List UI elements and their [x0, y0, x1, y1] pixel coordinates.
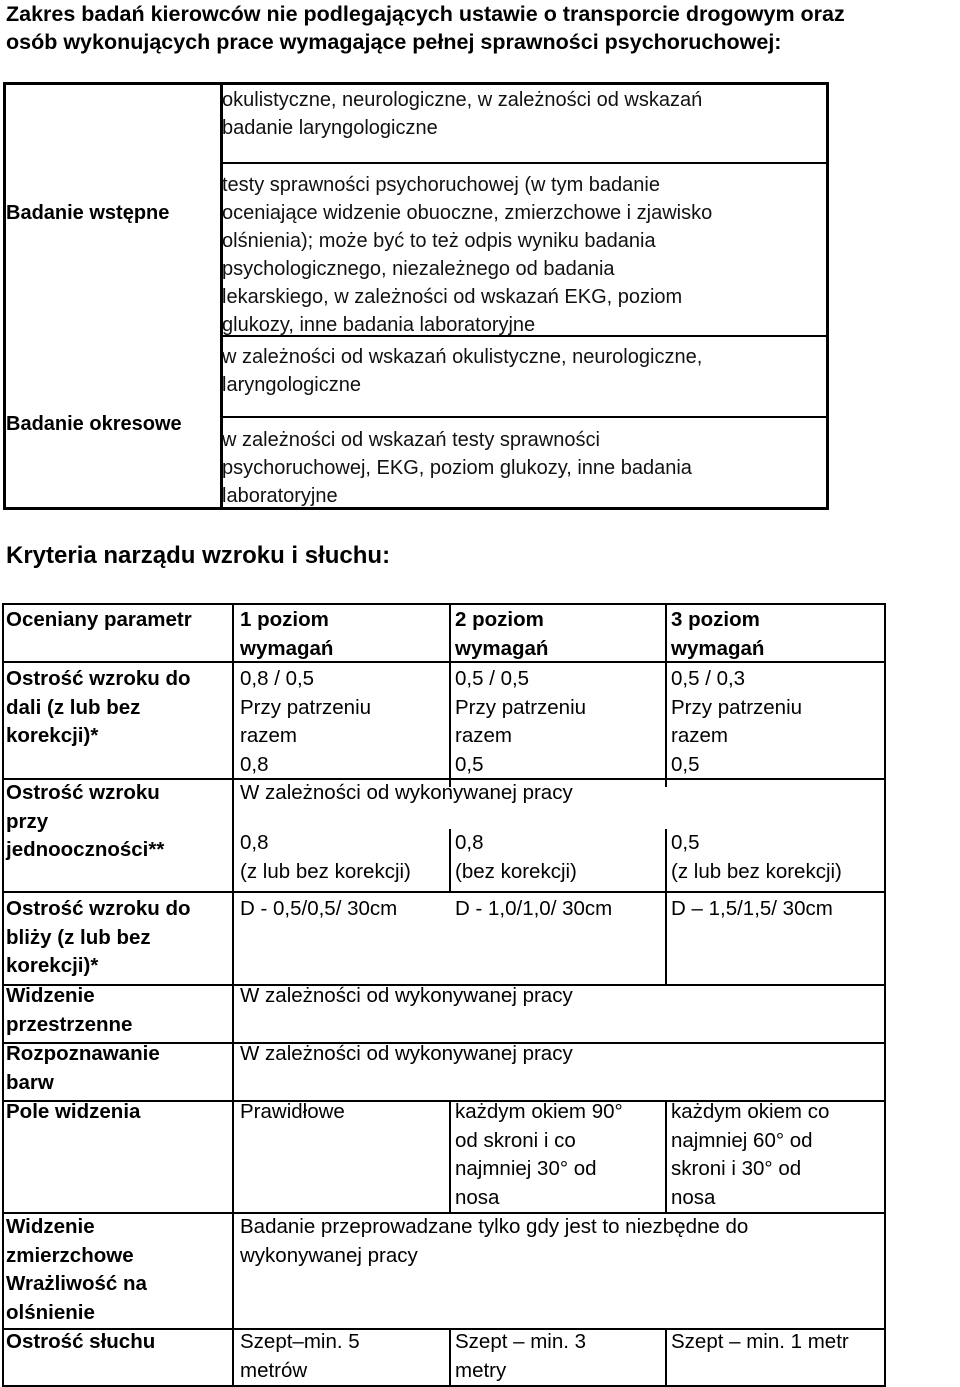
cell-text: wykonywanej pracy: [240, 1243, 418, 1267]
cell-text: korekcji)*: [6, 954, 99, 977]
row-distance-acuity-l2: [455, 665, 586, 779]
heading-line-1: Zakres badań kierowców nie podlegających ustawie o transporcie drogowym oraz: [6, 2, 845, 26]
table-border: [665, 1100, 667, 1212]
cell-text: olśnienia); może być to też odpis wyniku badania: [222, 230, 656, 252]
page-heading: [6, 0, 956, 56]
cell-text: Rozpoznawanie: [6, 1042, 160, 1065]
cell-text: razem: [240, 724, 297, 747]
initial-exam-cell-1: [222, 86, 702, 142]
row-monocular-l1: [240, 829, 411, 886]
header-level-2: [455, 606, 548, 663]
cell-text: najmniej 30° od: [455, 1157, 597, 1180]
row-monocular-l2: [455, 829, 577, 886]
table-border: [449, 1100, 451, 1212]
cell-text: Szept – min. 3: [455, 1330, 587, 1353]
cell-text: laboratoryjne: [222, 485, 338, 507]
cell-text: jednooczności**: [6, 838, 165, 861]
cell-text: razem: [671, 724, 728, 747]
cell-text: skroni i 30° od: [671, 1157, 802, 1180]
table-border: [449, 829, 451, 891]
cell-text: (bez korekcji): [455, 859, 577, 883]
row-hearing-l3: Szept – min. 1 metr: [671, 1330, 849, 1353]
cell-text: Ostrość wzroku: [6, 781, 160, 804]
row-monocular-note: W zależności od wykonywanej pracy: [240, 781, 573, 804]
row-visual-field-l2: [455, 1098, 623, 1212]
initial-exam-cell-2: [222, 171, 712, 339]
cell-text: 1 poziom: [240, 608, 329, 631]
cell-text: barw: [6, 1070, 54, 1094]
cell-text: Przy patrzeniu: [240, 695, 372, 719]
row-distance-acuity-param: [6, 665, 191, 751]
cell-text: 0,8: [455, 831, 484, 854]
cell-text: Przy patrzeniu: [671, 695, 803, 719]
row-monocular-param: [6, 779, 164, 865]
table-divider: [220, 162, 826, 164]
cell-text: 0,5: [671, 752, 700, 776]
row-hearing-param: Ostrość słuchu: [6, 1330, 156, 1353]
table-border: [449, 603, 451, 787]
table-border: [2, 603, 4, 1387]
cell-text: wymagań: [455, 636, 549, 660]
cell-text: laryngologiczne: [222, 374, 361, 396]
cell-text: przy: [6, 809, 49, 833]
row-hearing-l1: [240, 1328, 360, 1385]
row-color-vision-param: [6, 1040, 160, 1097]
cell-text: testy sprawności psychoruchowej (w tym badanie: [222, 174, 660, 196]
row-near-acuity-l2: D - 1,0/1,0/ 30cm: [455, 897, 613, 920]
table-border: [2, 891, 886, 893]
periodic-exam-cell-1: [222, 343, 702, 399]
cell-text: każdym okiem 90°: [455, 1100, 623, 1123]
cell-text: nosa: [671, 1185, 716, 1209]
cell-text: korekcji)*: [6, 724, 99, 747]
cell-text: 0,5: [671, 831, 700, 854]
cell-text: Badanie przeprowadzane tylko gdy jest to niezbędne do: [240, 1215, 749, 1238]
cell-text: razem: [455, 724, 512, 747]
cell-text: Wrażliwość na: [6, 1272, 147, 1295]
table-border: [449, 1328, 451, 1387]
cell-text: olśnienie: [6, 1300, 95, 1324]
row-visual-field-param: Pole widzenia: [6, 1100, 141, 1123]
cell-text: okulistyczne, neurologiczne, w zależności od wskazań: [222, 89, 703, 111]
cell-text: 0,5 / 0,5: [455, 667, 530, 690]
table-border: [2, 603, 886, 605]
cell-text: bliży (z lub bez: [6, 925, 151, 949]
cell-text: psychoruchowej, EKG, poziom glukozy, inne badania: [222, 457, 692, 479]
cell-text: nosa: [455, 1185, 500, 1209]
cell-text: 2 poziom: [455, 608, 544, 631]
row-near-acuity-param: [6, 895, 191, 981]
cell-text: najmniej 60° od: [671, 1128, 813, 1152]
row-spatial-vision-value: W zależności od wykonywanej pracy: [240, 984, 573, 1007]
table-border: [665, 1328, 667, 1387]
cell-text: 0,5 / 0,3: [671, 667, 746, 690]
initial-exam-label: Badanie wstępne: [6, 202, 170, 224]
row-distance-acuity-l1: [240, 665, 371, 779]
cell-text: Przy patrzeniu: [455, 695, 587, 719]
cell-text: psychologicznego, niezależnego od badania: [222, 258, 615, 280]
cell-text: wymagań: [240, 636, 334, 660]
cell-text: metrów: [240, 1358, 308, 1382]
cell-text: oceniające widzenie obuoczne, zmierzchowe i zjawisko: [222, 202, 713, 224]
header-level-3: [671, 606, 764, 663]
cell-text: 0,8: [240, 752, 269, 776]
cell-text: Widzenie: [6, 1215, 95, 1238]
table-border: [884, 603, 886, 1387]
cell-text: Widzenie: [6, 984, 95, 1007]
cell-text: zmierzchowe: [6, 1243, 134, 1267]
table-border: [665, 829, 667, 986]
cell-text: metry: [455, 1358, 507, 1382]
cell-text: przestrzenne: [6, 1012, 133, 1036]
cell-text: (z lub bez korekcji): [240, 859, 411, 883]
row-visual-field-l1: Prawidłowe: [240, 1100, 345, 1123]
table-border: [665, 603, 667, 787]
cell-text: każdym okiem co: [671, 1100, 830, 1123]
cell-text: glukozy, inne badania laboratoryjne: [222, 314, 536, 336]
row-hearing-l2: [455, 1328, 586, 1385]
cell-text: Ostrość wzroku do: [6, 897, 191, 920]
row-monocular-l3: [671, 829, 842, 886]
cell-text: Szept–min. 5: [240, 1330, 360, 1353]
cell-text: (z lub bez korekcji): [671, 859, 842, 883]
row-visual-field-l3: [671, 1098, 829, 1212]
cell-text: dali (z lub bez: [6, 695, 141, 719]
header-level-1: [240, 606, 333, 663]
cell-text: 0,5: [455, 752, 484, 776]
cell-text: wymagań: [671, 636, 765, 660]
cell-text: lekarskiego, w zależności od wskazań EKG, poziom: [222, 286, 683, 308]
row-near-acuity-l1: D - 0,5/0,5/ 30cm: [240, 897, 398, 920]
row-spatial-vision-param: [6, 982, 132, 1039]
cell-text: 3 poziom: [671, 608, 760, 631]
cell-text: Ostrość wzroku do: [6, 667, 191, 690]
periodic-exam-cell-2: [222, 426, 692, 510]
row-distance-acuity-l3: [671, 665, 802, 779]
cell-text: 0,8: [240, 831, 269, 854]
cell-text: od skroni i co: [455, 1128, 576, 1152]
header-param: Oceniany parametr: [6, 608, 192, 631]
row-color-vision-value: W zależności od wykonywanej pracy: [240, 1042, 573, 1065]
cell-text: w zależności od wskazań testy sprawności: [222, 429, 600, 451]
table-divider: [220, 416, 826, 418]
row-near-acuity-l3: D – 1,5/1,5/ 30cm: [671, 897, 833, 920]
row-twilight-vision-value: [240, 1213, 748, 1270]
cell-text: w zależności od wskazań okulistyczne, neurologiczne,: [222, 346, 703, 368]
cell-text: badanie laryngologiczne: [222, 117, 438, 139]
table-border: [232, 603, 234, 1387]
cell-text: 0,8 / 0,5: [240, 667, 315, 690]
row-twilight-vision-param: [6, 1213, 147, 1327]
criteria-title: Kryteria narządu wzroku i słuchu:: [6, 542, 391, 569]
heading-line-2: osób wykonujących prace wymagające pełnej sprawności psychoruchowej:: [6, 30, 782, 54]
periodic-exam-label: Badanie okresowe: [6, 413, 182, 435]
